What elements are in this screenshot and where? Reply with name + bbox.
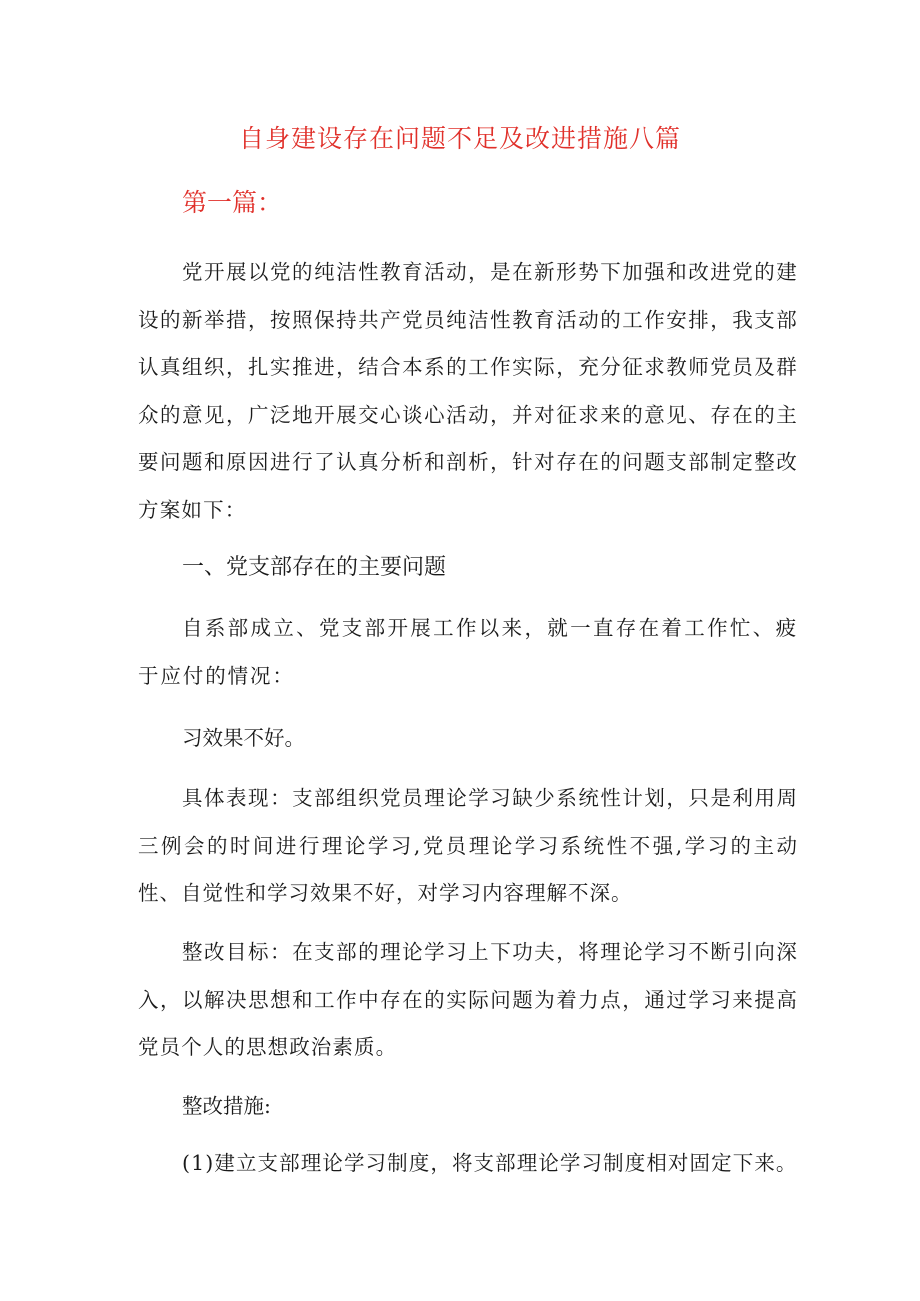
paragraph-manifestation: 具体表现：支部组织党员理论学习缺少系统性计划，只是利用周三例会的时间进行理论学习,党员理论学习系统性不强,学习的主动性、自觉性和学习效果不好，对学习内容理解不深。 <box>138 786 798 905</box>
paragraph-study-effect: 习效果不好。 <box>182 726 305 750</box>
paragraph-goal: 整改目标：在支部的理论学习上下功夫，将理论学习不断引向深入，以解决思想和工作中存在的实际问题为着力点，通过学习来提高党员个人的思想政治素质。 <box>138 940 798 1059</box>
heading-main-problems: 一、党支部存在的主要问题 <box>182 555 447 580</box>
paragraph-measure-1: (1)建立支部理论学习制度，将支部理论学习制度相对固定下来。 <box>182 1151 798 1175</box>
paragraph-intro: 党开展以党的纯洁性教育活动，是在新形势下加强和改进党的建设的新举措，按照保持共产党员纯洁性教育活动的工作安排，我支部认真组织，扎实推进，结合本系的工作实际，充分征求教师党员及群众的意见，广泛地开展交心谈心活动，并对征求来的意见、存在的主要问题和原因进行了认真分析和剖析，针对存在的问题支部制定整改方案如下： <box>138 260 798 522</box>
paragraph-measures-label: 整改措施: <box>182 1094 271 1118</box>
paragraph-situation: 自系部成立、党支部开展工作以来，就一直存在着工作忙、疲于应付的情况： <box>138 616 798 688</box>
document-title: 自身建设存在问题不足及改进措施八篇 <box>238 124 681 153</box>
section-heading: 第一篇： <box>182 188 283 217</box>
